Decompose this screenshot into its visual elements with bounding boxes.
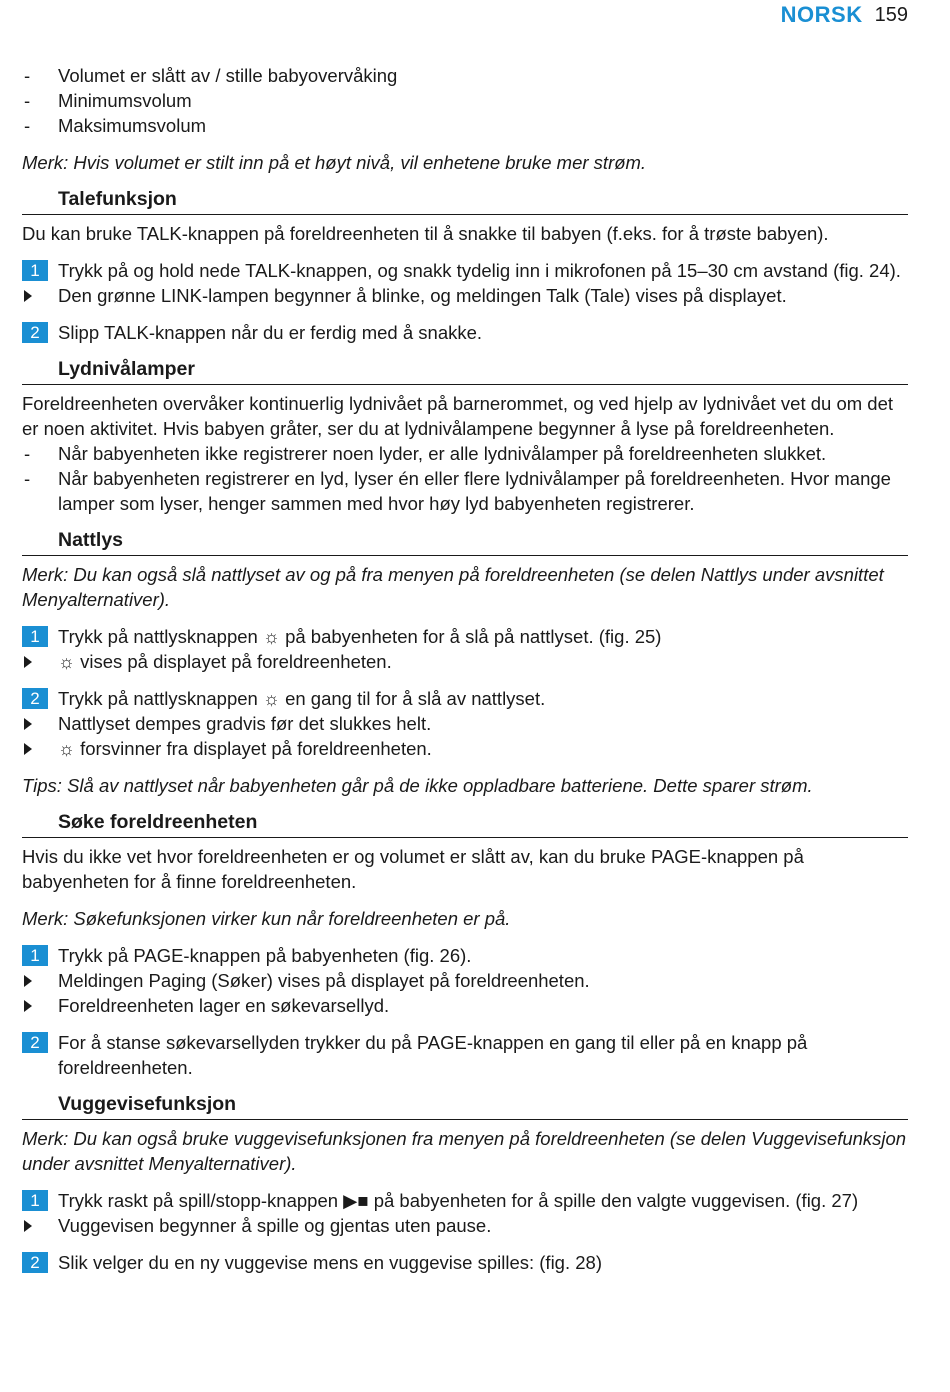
result-arrow-icon — [24, 743, 32, 755]
section-heading-talk: Talefunksjon — [22, 187, 908, 215]
section-heading-sound: Lydnivålamper — [22, 357, 908, 385]
step-text: Trykk på nattlysknappen ☼ en gang til for å slå av nattlyset. — [58, 688, 546, 709]
step-number-badge: 2 — [22, 1252, 48, 1273]
result-item — [22, 736, 908, 761]
result-arrow-icon — [24, 290, 32, 302]
document-body — [22, 63, 908, 1275]
nightlight-note: Merk: Du kan også slå nattlyset av og på fra menyen på foreldreenheten (se delen Nattlys under avsnittet Menyalternativer). — [22, 564, 884, 610]
step-text: For å stanse søkevarsellyden trykker du på PAGE-knappen en gang til eller på en knapp på foreldreenheten. — [58, 1032, 808, 1078]
result-arrow-icon — [24, 1220, 32, 1232]
step-number-badge: 2 — [22, 322, 48, 343]
result-text: Vuggevisen begynner å spille og gjentas uten pause. — [58, 1215, 492, 1236]
page-note: Merk: Søkefunksjonen virker kun når foreldreenheten er på. — [22, 908, 511, 929]
result-text: Nattlyset dempes gradvis før det slukkes helt. — [58, 713, 432, 734]
step-number-badge: 1 — [22, 626, 48, 647]
sound-intro: Foreldreenheten overvåker kontinuerlig lydnivået på barnerommet, og ved hjelp av lydnivået vet du om det er noen aktivitet. Hvis babyen gråter, ser du at lydnivålampene begynner å lyse på foreldreenheten. — [22, 393, 894, 439]
page-number: 159 — [874, 3, 908, 26]
step-text: Trykk på og hold nede TALK-knappen, og snakk tydelig inn i mikrofonen på 15–30 cm avstand (fig. 24). — [58, 260, 901, 281]
step-number-badge: 1 — [22, 945, 48, 966]
step-number-badge: 1 — [22, 260, 48, 281]
talk-intro: Du kan bruke TALK-knappen på foreldreenheten til å snakke til babyen (f.eks. for å trøste babyen). — [22, 223, 829, 244]
list-item: - Når babyenheten registrerer en lyd, lyser én eller flere lydnivålamper på foreldreenheten. Hvor mange lamper som lyser, henger sammen med hvor høy lyd babyenheten registrerer. — [22, 466, 908, 516]
step-item — [22, 686, 908, 711]
lullaby-note: Merk: Du kan også bruke vuggevisefunksjonen fra menyen på foreldreenheten (se delen Vuggevisefunksjon under avsnittet Menyalternativer). — [22, 1128, 907, 1174]
step-text: Trykk raskt på spill/stopp-knappen ▶■ på babyenheten for å spille den valgte vuggevisen. (fig. 27) — [58, 1190, 859, 1211]
step-number-badge: 2 — [22, 1032, 48, 1053]
list-item: - Volumet er slått av / stille babyovervåking — [22, 63, 908, 88]
step-text: Slik velger du en ny vuggevise mens en vuggevise spilles: (fig. 28) — [58, 1252, 602, 1273]
step-item — [22, 258, 908, 283]
result-arrow-icon — [24, 1000, 32, 1012]
step-item — [22, 943, 908, 968]
list-item: - Når babyenheten ikke registrerer noen lyder, er alle lydnivålamper på foreldreenheten slukket. — [22, 441, 908, 466]
result-item — [22, 968, 908, 993]
step-number-badge: 2 — [22, 688, 48, 709]
language-label: NORSK — [780, 2, 863, 27]
list-item: - Minimumsvolum — [22, 88, 908, 113]
result-arrow-icon — [24, 656, 32, 668]
result-item — [22, 711, 908, 736]
step-item — [22, 1030, 908, 1080]
section-heading-page: Søke foreldreenheten — [22, 810, 908, 838]
nightlight-tip: Tips: Slå av nattlyset når babyenheten går på de ikke oppladbare batteriene. Dette sparer strøm. — [22, 775, 813, 796]
step-item — [22, 1250, 908, 1275]
step-text: Trykk på PAGE-knappen på babyenheten (fig. 26). — [58, 945, 472, 966]
result-item — [22, 993, 908, 1018]
step-text: Trykk på nattlysknappen ☼ på babyenheten for å slå på nattlyset. (fig. 25) — [58, 626, 662, 647]
result-text: ☼ vises på displayet på foreldreenheten. — [58, 651, 392, 672]
step-text: Slipp TALK-knappen når du er ferdig med å snakke. — [58, 322, 483, 343]
step-item — [22, 624, 908, 649]
volume-note: Merk: Hvis volumet er stilt inn på et høyt nivå, vil enhetene bruke mer strøm. — [22, 152, 647, 173]
result-arrow-icon — [24, 975, 32, 987]
result-item — [22, 649, 908, 674]
result-text: Foreldreenheten lager en søkevarsellyd. — [58, 995, 390, 1016]
section-heading-lullaby: Vuggevisefunksjon — [22, 1092, 908, 1120]
page-header — [781, 0, 908, 30]
step-item — [22, 320, 908, 345]
result-arrow-icon — [24, 718, 32, 730]
page-intro: Hvis du ikke vet hvor foreldreenheten er og volumet er slått av, kan du bruke PAGE-knappen på babyenheten for å finne foreldreenheten. — [22, 846, 804, 892]
result-item — [22, 1213, 908, 1238]
result-text: Meldingen Paging (Søker) vises på displayet på foreldreenheten. — [58, 970, 590, 991]
step-item — [22, 1188, 908, 1213]
result-text: ☼ forsvinner fra displayet på foreldreenheten. — [58, 738, 432, 759]
result-item — [22, 283, 908, 308]
result-text: Den grønne LINK-lampen begynner å blinke, og meldingen Talk (Tale) vises på displayet. — [58, 285, 787, 306]
list-item: - Maksimumsvolum — [22, 113, 908, 138]
step-number-badge: 1 — [22, 1190, 48, 1211]
section-heading-nightlight: Nattlys — [22, 528, 908, 556]
